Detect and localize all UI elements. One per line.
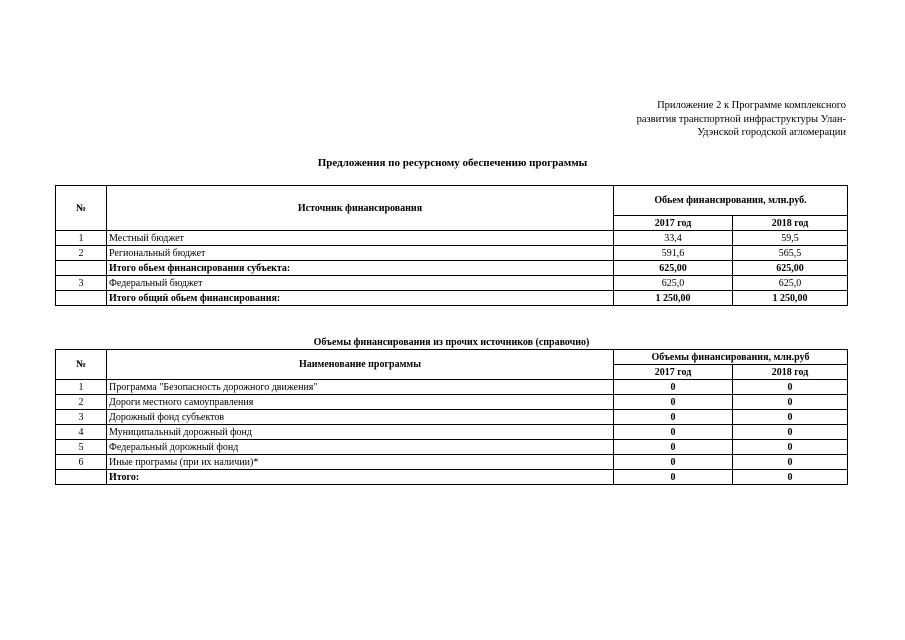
- row-2018: 0: [733, 455, 848, 470]
- table-row: [56, 246, 848, 261]
- row-num: [56, 470, 107, 485]
- row-name: Дорожный фонд субъектов: [107, 410, 614, 425]
- row-2017: 0: [614, 380, 733, 395]
- row-name: Муниципальный дорожный фонд: [107, 425, 614, 440]
- table-row: [56, 395, 848, 410]
- col-volume-header: Объемы финансирования, млн.руб: [614, 350, 848, 365]
- row-2018: 0: [733, 440, 848, 455]
- subtotal-row: [56, 261, 848, 276]
- table-row: [56, 276, 848, 291]
- section2-title: Объемы финансирования из прочих источников (справочно): [313, 337, 590, 348]
- annex-note: [546, 99, 846, 140]
- col-volume-header: Обьем финансирования, млн.руб.: [614, 186, 848, 216]
- row-2017: 0: [614, 410, 733, 425]
- year-2018-header: 2018 год: [733, 365, 848, 380]
- row-2018: 0: [733, 425, 848, 440]
- row-2017: 0: [614, 455, 733, 470]
- other-sources-table: [55, 349, 848, 485]
- table-row: [56, 380, 848, 395]
- total-row: [56, 291, 848, 306]
- row-name: Федеральный дорожный фонд: [107, 440, 614, 455]
- year-2017-header: 2017 год: [614, 365, 733, 380]
- col-number-header: №: [56, 350, 107, 380]
- year-2018-header: 2018 год: [733, 216, 848, 231]
- row-2018: 1 250,00: [733, 291, 848, 306]
- row-num: 3: [56, 276, 107, 291]
- row-num: [56, 291, 107, 306]
- row-2018: 59,5: [733, 231, 848, 246]
- row-2018: 0: [733, 410, 848, 425]
- row-num: [56, 261, 107, 276]
- col-number-header: №: [56, 186, 107, 231]
- row-num: 1: [56, 380, 107, 395]
- row-name: Дороги местного самоуправления: [107, 395, 614, 410]
- col-program-header: Наименование программы: [107, 350, 614, 380]
- row-2017: 1 250,00: [614, 291, 733, 306]
- row-num: 4: [56, 425, 107, 440]
- row-name: Местный бюджет: [107, 231, 614, 246]
- annex-line-1: Приложение 2 к Программе комплексного: [657, 100, 846, 111]
- total-row: [56, 470, 848, 485]
- row-num: 5: [56, 440, 107, 455]
- row-2018: 625,00: [733, 261, 848, 276]
- row-name: Иные програмы (при их наличии)*: [107, 455, 614, 470]
- table-row: [56, 425, 848, 440]
- table-row: [56, 455, 848, 470]
- row-2018: 0: [733, 380, 848, 395]
- row-2017: 0: [614, 425, 733, 440]
- row-num: 3: [56, 410, 107, 425]
- table-row: [56, 410, 848, 425]
- row-2018: 625,0: [733, 276, 848, 291]
- row-2017: 33,4: [614, 231, 733, 246]
- row-name: Итого обьем финансирования субъекта:: [107, 261, 614, 276]
- row-num: 1: [56, 231, 107, 246]
- row-2017: 625,0: [614, 276, 733, 291]
- row-2017: 625,00: [614, 261, 733, 276]
- col-source-header: Источник финансирования: [107, 186, 614, 231]
- row-2017: 0: [614, 395, 733, 410]
- row-2017: 0: [614, 470, 733, 485]
- table-row: [56, 231, 848, 246]
- row-name: Федеральный бюджет: [107, 276, 614, 291]
- row-num: 2: [56, 395, 107, 410]
- row-2018: 0: [733, 470, 848, 485]
- section1-title: Предложения по ресурсному обеспечению программы: [317, 157, 588, 169]
- row-name: Региональный бюджет: [107, 246, 614, 261]
- row-2017: 591,6: [614, 246, 733, 261]
- annex-line-3: Удэнской городской агломерации: [697, 127, 846, 138]
- table-row: [56, 440, 848, 455]
- row-2017: 0: [614, 440, 733, 455]
- row-num: 6: [56, 455, 107, 470]
- funding-sources-table: [55, 185, 848, 306]
- row-2018: 565,5: [733, 246, 848, 261]
- row-name: Итого:: [107, 470, 614, 485]
- annex-line-2: развития транспортной инфраструктуры Улан-: [636, 113, 846, 125]
- row-2018: 0: [733, 395, 848, 410]
- row-name: Программа "Безопасность дорожного движения": [107, 380, 614, 395]
- row-num: 2: [56, 246, 107, 261]
- year-2017-header: 2017 год: [614, 216, 733, 231]
- row-name: Итого общий обьем финансирования:: [107, 291, 614, 306]
